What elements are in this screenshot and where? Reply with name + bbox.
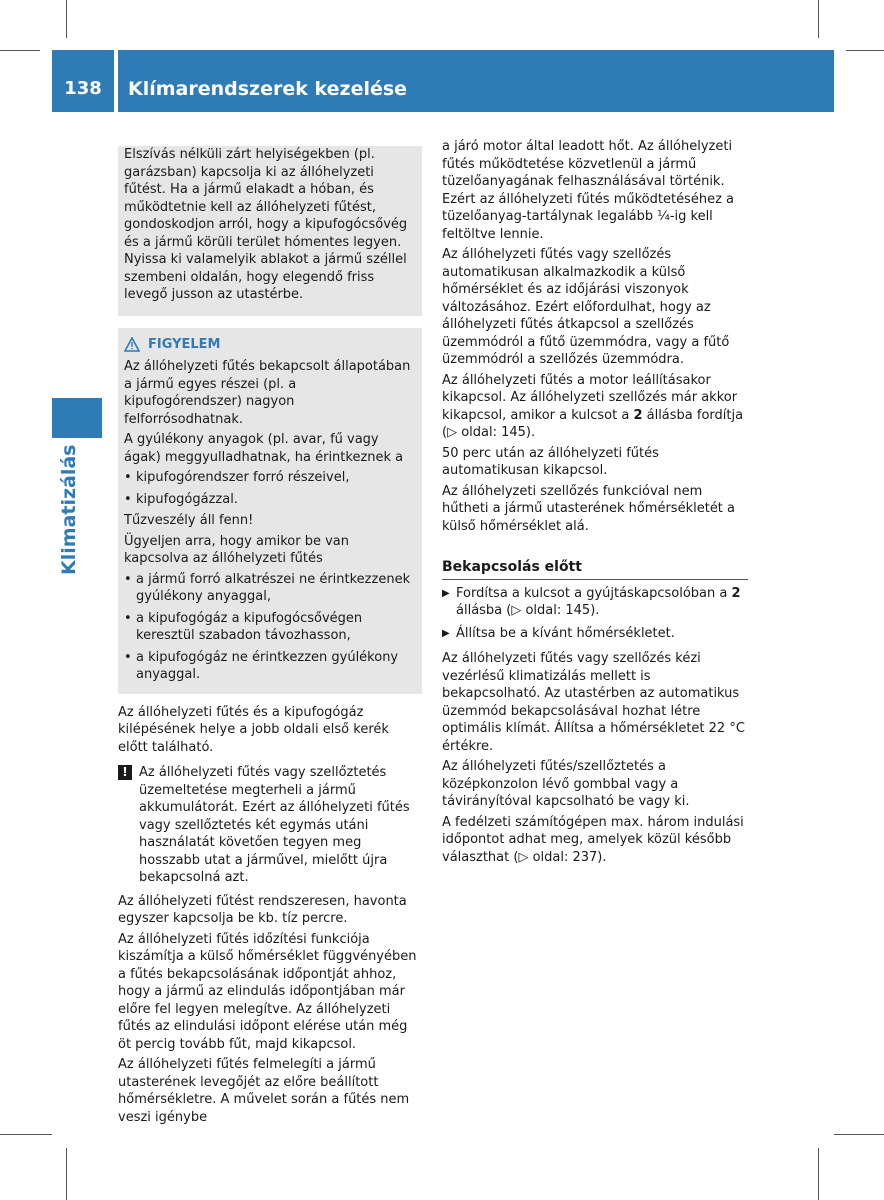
warning-title-text: FIGYELEM [148, 336, 221, 352]
body-paragraph: Az állóhelyzeti fűtés időzítési funkciója kiszámítja a külső hőmérséklet függvényében a fűtés bekapcsolásának időpontját ahhoz, hogy a jármű az elindulás időpontjában már előre fel legyen melegítve. Az állóhelyzeti fűtés az elindulási időpont elérése után még öt percig tovább fűt, majd kikapcsol. [118, 931, 417, 1052]
list-item: • kipufogórendszer forró részeivel, [124, 469, 416, 487]
crop-mark [834, 1134, 884, 1135]
info-box [118, 146, 422, 316]
side-tab-label: Klimatizálás [58, 444, 80, 575]
right-column [442, 138, 748, 869]
warning-paragraph: Ügyeljen arra, hogy amikor be van kapcsolva az állóhelyzeti fűtés [124, 533, 349, 566]
side-tab-marker [52, 398, 102, 438]
crop-mark [66, 1148, 67, 1200]
warning-box [118, 328, 422, 694]
step-item: ▶ Fordítsa a kulcsot a gyújtáskapcsolóban a 2 állásba (▷ oldal: 145). [442, 585, 741, 618]
step-item: ▶ Állítsa be a kívánt hőmérsékletet. [442, 625, 675, 641]
warning-triangle-icon [124, 337, 140, 352]
list-item: • kipufogógázzal. [124, 491, 416, 509]
body-paragraph: Az állóhelyzeti fűtés vagy szellőzés kézi vezérlésű klimatizálás mellett is bekapcsolható. Az utastérben az automatikus üzemmód bekapcsolásával hozhat létre optimális klímát. Állítsa a hőmérsékletet 22 °C értékre. [442, 651, 745, 754]
body-paragraph: Az állóhelyzeti fűtés a motor leállításakor kikapcsol. Az állóhelyzeti szellőzés már akkor kikapcsol, amikor a kulcsot a 2 állásba fordítja (▷ oldal: 145). [442, 372, 744, 440]
warning-paragraph: Az állóhelyzeti fűtés bekapcsolt állapotában a jármű egyes részei (pl. a kipufogórendszer) nagyon felforrósodhatnak. [124, 359, 411, 427]
note [118, 764, 422, 887]
crop-mark [0, 50, 40, 51]
body-paragraph: Az állóhelyzeti fűtés/szellőztetés a középkonzolon lévő gombbal vagy a távirányítóval kapcsolható be vagy ki. [442, 759, 690, 809]
body-paragraph: Az állóhelyzeti szellőzés funkcióval nem hűtheti a jármű utasterének hőmérsékletét a külső hőmérséklet alá. [442, 483, 736, 534]
list-item: • a kipufogógáz ne érintkezzen gyúlékony anyaggal. [124, 649, 416, 684]
section-heading: Bekapcsolás előtt [442, 559, 748, 580]
list-item: • a kipufogógáz a kipufogócsővégen keresztül szabadon távozhasson, [124, 610, 416, 645]
exclamation-icon: ! [118, 765, 132, 780]
list-item: • a jármű forró alkatrészei ne érintkezzenek gyúlékony anyaggal, [124, 571, 416, 606]
note-text: Az állóhelyzeti fűtés vagy szellőztetés üzemeltetése megterheli a jármű akkumulátorát. Ezért az állóhelyzeti fűtés vagy szellőztetés két egymás utáni használatát követően tegyen meg hosszabb utat a járművel, mielőtt újra bekapcsolná azt. [139, 765, 410, 885]
crop-mark [818, 0, 819, 38]
info-box-text: Elszívás nélküli zárt helyiségekben (pl. garázsban) kapcsolja ki az állóhelyzeti fűtést. Ha a jármű elakadt a hóban, és működtetnie kell az állóhelyzeti fűtést, gondoskodjon arról, hogy a kipufogócsővég és a jármű körüli terület hómentes legyen. Nyissa ki valamelyik ablakot a jármű széllel szembeni oldalán, hogy elegendő friss levegő jusson az utastérbe. [124, 147, 408, 302]
warning-title [124, 336, 416, 354]
step-arrow-icon: ▶ [442, 627, 450, 639]
body-paragraph: Az állóhelyzeti fűtés vagy szellőzés automatikusan alkalmazkodik a külső hőmérséklet és az időjárási viszonyok változásához. Ezért előfordulhat, hogy az állóhelyzeti fűtés átkapcsol a szellőzés üzemmódról a fűtő üzemmódra, vagy a fűtő üzemmódról a szellőzés üzemmódra. [442, 247, 730, 367]
crop-mark [0, 1134, 52, 1135]
warning-paragraph: Tűzveszély áll fenn! [124, 513, 254, 528]
body-paragraph: A fedélzeti számítógépen max. három indulási időpontot adhat meg, amelyek közül később választhat (▷ oldal: 237). [442, 814, 744, 865]
crop-mark [66, 0, 67, 38]
warning-paragraph: A gyúlékony anyagok (pl. avar, fű vagy ágak) meggyulladhatnak, ha érintkeznek a [124, 432, 404, 465]
side-tab [58, 444, 98, 575]
step-arrow-icon: ▶ [442, 587, 450, 599]
crop-mark [846, 50, 884, 51]
body-paragraph: Az állóhelyzeti fűtés és a kipufogógáz kilépésének helye a jobb oldali első kerék előtt található. [118, 704, 389, 755]
page-title: Klímarendszerek kezelése [128, 78, 408, 100]
body-paragraph: a járó motor által leadott hőt. Az állóhelyzeti fűtés működtetése közvetlenül a jármű tüzelőanyagának felhasználásával történik. Ezért az állóhelyzeti fűtés működtetéséhez a tüzelőanyag-tartálynak legalább ¼-ig kell feltöltve lennie. [442, 139, 734, 242]
page-number: 138 [64, 78, 102, 99]
left-column [118, 146, 422, 1129]
body-paragraph: Az állóhelyzeti fűtés felmelegíti a jármű utasterének levegőjét az előre beállított hőmérsékletre. A művelet során a fűtés nem veszi igénybe [118, 1057, 410, 1125]
body-paragraph: Az állóhelyzeti fűtést rendszeresen, havonta egyszer kapcsolja be kb. tíz percre. [118, 893, 407, 926]
crop-mark [818, 1148, 819, 1200]
body-paragraph: 50 perc után az állóhelyzeti fűtés automatikusan kikapcsol. [442, 445, 659, 478]
